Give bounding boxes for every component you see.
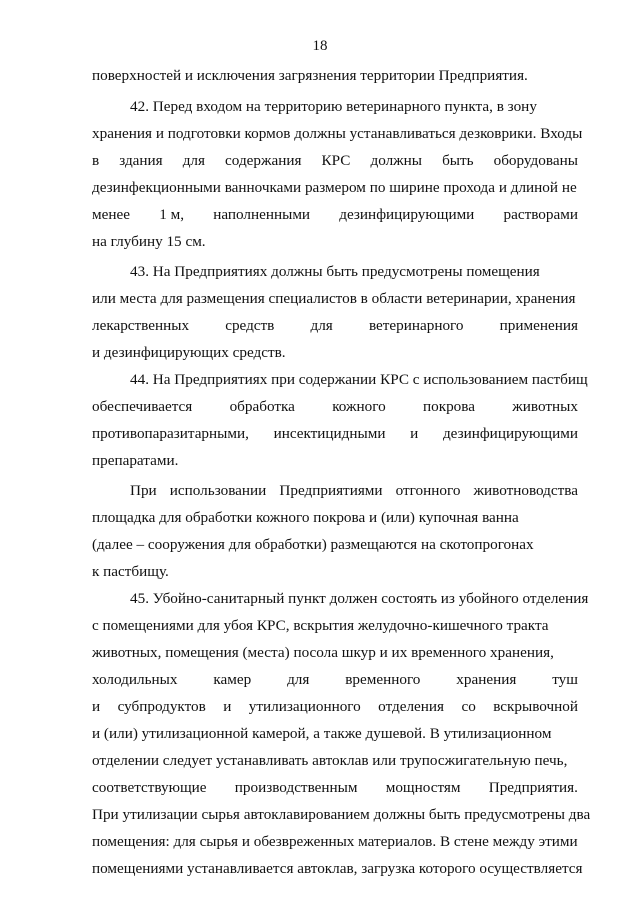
word: менее xyxy=(92,206,130,223)
word: наполненными xyxy=(213,206,311,223)
word: 1 м, xyxy=(159,206,184,223)
word: и xyxy=(223,698,232,715)
word: дезинфицирующими xyxy=(442,425,578,442)
text-line xyxy=(92,316,578,336)
word: КРС xyxy=(321,152,351,169)
text-line: поверхностей и исключения загрязнения территории Предприятия. xyxy=(92,67,528,84)
word: со xyxy=(461,698,476,715)
word: субпродуктов xyxy=(117,698,206,715)
word: для xyxy=(182,152,205,169)
word: здания xyxy=(119,152,163,169)
word: туш xyxy=(552,671,578,688)
word: покрова xyxy=(422,398,475,415)
text-line xyxy=(92,205,578,225)
text-line xyxy=(92,697,578,717)
word: быть xyxy=(442,152,474,169)
text-line: на глубину 15 см. xyxy=(92,233,206,250)
word: в xyxy=(92,152,100,169)
text-line xyxy=(92,397,578,417)
word: вскрывочной xyxy=(493,698,578,715)
word: соответствующие xyxy=(92,779,207,796)
word: применения xyxy=(499,317,578,334)
word: для xyxy=(310,317,333,334)
text-line: 45. Убойно-санитарный пункт должен состоять из убойного отделения xyxy=(130,590,589,607)
page-number: 18 xyxy=(312,38,328,54)
word: использовании xyxy=(169,482,267,499)
word: холодильных xyxy=(92,671,178,688)
word: и xyxy=(92,698,101,715)
text-line: и (или) утилизационной камерой, а также душевой. В утилизационном xyxy=(92,725,552,742)
text-line: дезинфекционными ванночками размером по ширине прохода и длиной не xyxy=(92,179,577,196)
word: мощностям xyxy=(385,779,461,796)
word: утилизационного xyxy=(248,698,361,715)
text-line xyxy=(92,670,578,690)
word: должны xyxy=(370,152,423,169)
text-line: 42. Перед входом на территорию ветеринарного пункта, в зону xyxy=(130,98,537,115)
word: растворами xyxy=(503,206,578,223)
text-line xyxy=(92,424,578,444)
text-line: площадка для обработки кожного покрова и (или) купочная ванна xyxy=(92,509,519,526)
word: дезинфицирующими xyxy=(339,206,475,223)
text-line xyxy=(92,151,578,171)
text-line: животных, помещения (места) посола шкур и их временного хранения, xyxy=(92,644,554,661)
text-line: 44. На Предприятиях при содержании КРС с использованием пастбищ xyxy=(130,371,588,388)
word: и xyxy=(410,425,419,442)
word: Предприятиями xyxy=(279,482,383,499)
text-line: с помещениями для убоя КРС, вскрытия желудочно-кишечного тракта xyxy=(92,617,549,634)
text-line: к пастбищу. xyxy=(92,563,169,580)
text-line: (далее – сооружения для обработки) размещаются на скотопрогонах xyxy=(92,536,534,553)
text-line: отделении следует устанавливать автоклав или трупосжигательную печь, xyxy=(92,752,568,769)
text-line xyxy=(92,778,578,798)
word: обработка xyxy=(229,398,295,415)
text-line: хранения и подготовки кормов должны устанавливаться дезковрики. Входы xyxy=(92,125,583,142)
word: средств xyxy=(225,317,275,334)
word: производственным xyxy=(234,779,358,796)
word: отделения xyxy=(378,698,445,715)
word: камер xyxy=(213,671,252,688)
text-line: При утилизации сырья автоклавированием должны быть предусмотрены два xyxy=(92,806,591,823)
word: хранения xyxy=(456,671,517,688)
word: лекарственных xyxy=(92,317,190,334)
word: временного xyxy=(345,671,421,688)
text-line: помещениями устанавливается автоклав, загрузка которого осуществляется xyxy=(92,860,583,877)
text-line: препаратами. xyxy=(92,452,179,469)
word: противопаразитарными, xyxy=(92,425,249,442)
word: содержания xyxy=(225,152,302,169)
word: инсектицидными xyxy=(273,425,386,442)
word: При xyxy=(130,482,157,499)
word: животноводства xyxy=(473,482,578,499)
word: животных xyxy=(512,398,578,415)
word: ветеринарного xyxy=(368,317,464,334)
text-line: помещения: для сырья и обезвреженных материалов. В стене между этими xyxy=(92,833,578,850)
text-line: или места для размещения специалистов в области ветеринарии, хранения xyxy=(92,290,576,307)
word: кожного xyxy=(332,398,386,415)
text-line: и дезинфицирующих средств. xyxy=(92,344,286,361)
text-line: 43. На Предприятиях должны быть предусмотрены помещения xyxy=(130,263,540,280)
word: обеспечивается xyxy=(92,398,193,415)
word: Предприятия. xyxy=(488,779,578,796)
word: для xyxy=(287,671,310,688)
word: оборудованы xyxy=(493,152,578,169)
word: отгонного xyxy=(395,482,461,499)
text-line xyxy=(130,481,578,501)
